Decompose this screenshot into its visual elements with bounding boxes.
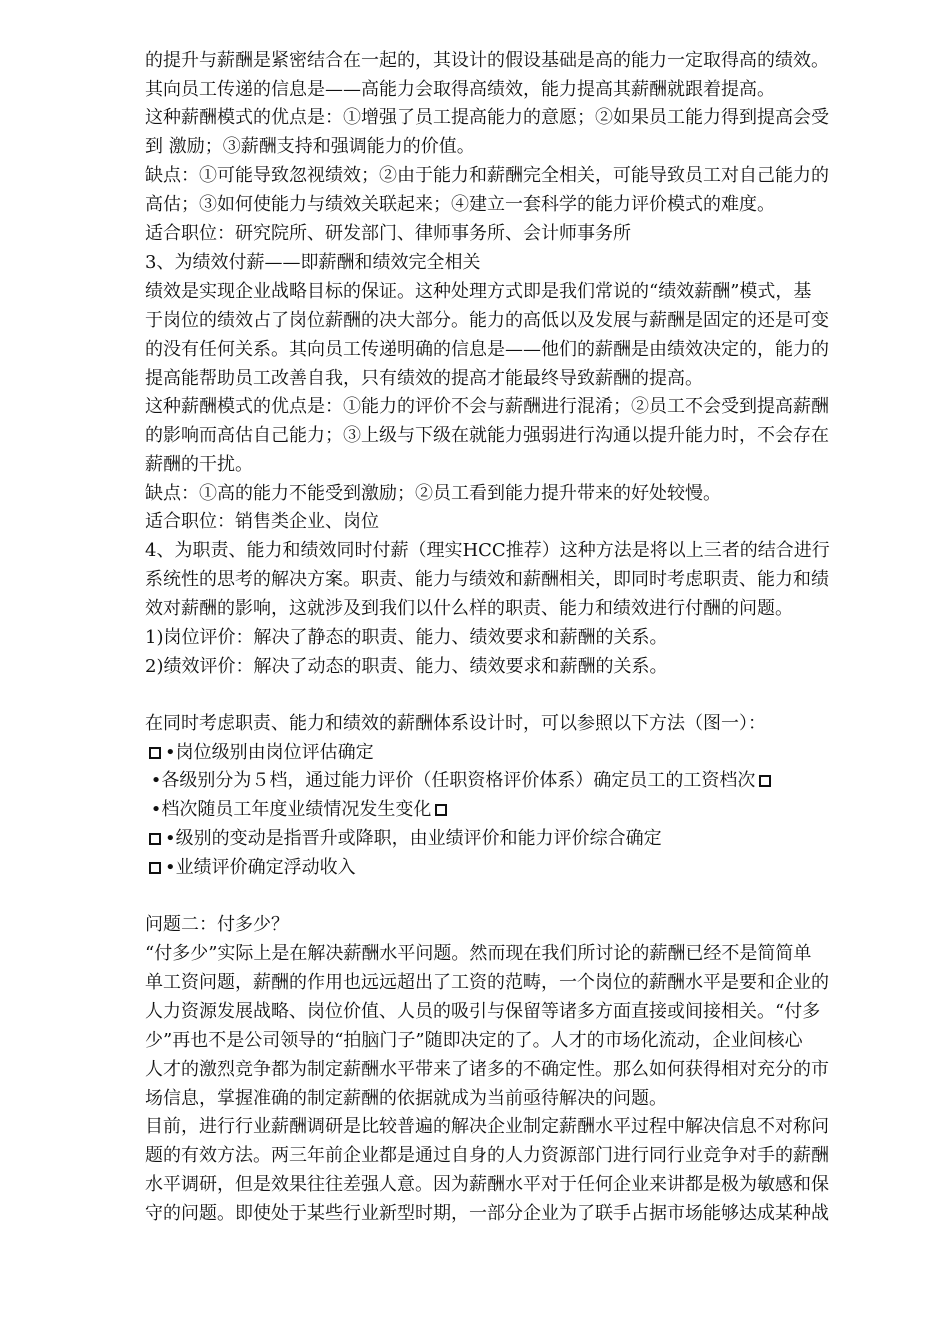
checkbox-icon: [435, 804, 447, 816]
paragraph-line: 高估；③如何使能力与绩效关联起来；④建立一套科学的能力评价模式的难度。: [145, 194, 775, 215]
paragraph-line: 缺点：①可能导致忽视绩效；②由于能力和薪酬完全相关，可能导致员工对自己能力的: [145, 165, 829, 186]
checkbox-icon: [759, 775, 771, 787]
bullet-item: •级别的变动是指晋升或降职，由业绩评价和能力评价综合确定: [145, 826, 662, 852]
paragraph-line: 适合职位：销售类企业、岗位: [145, 511, 379, 532]
section-heading: 4、为职责、能力和绩效同时付薪（理实HCC推荐）这种方法是将以上三者的结合进行: [145, 540, 830, 561]
paragraph-line: 场信息，掌握准确的制定薪酬的依据就成为当前亟待解决的问题。: [145, 1088, 667, 1109]
paragraph-line: 的影响而高估自己能力；③上级与下级在就能力强弱进行沟通以提升能力时，不会存在: [145, 425, 829, 446]
checkbox-icon: [149, 862, 161, 874]
paragraph-line: “付多少”实际上是在解决薪酬水平问题。然而现在我们所讨论的薪酬已经不是简简单: [145, 943, 812, 964]
paragraph-line: 适合职位：研究院所、研发部门、律师事务所、会计师事务所: [145, 223, 631, 244]
section-heading: 问题二：付多少？: [145, 914, 289, 935]
paragraph-line: 少”再也不是公司领导的“拍脑门子”随即决定的了。人才的市场化流动，企业间核心: [145, 1030, 803, 1051]
bullet-item: •业绩评价确定浮动收入: [145, 855, 356, 881]
paragraph-line: 人才的激烈竞争都为制定薪酬水平带来了诸多的不确定性。那么如何获得相对充分的市: [145, 1059, 829, 1080]
paragraph-line: 目前，进行行业薪酬调研是比较普遍的解决企业制定薪酬水平过程中解决信息不对称问: [145, 1116, 829, 1137]
paragraph-line: 这种薪酬模式的优点是：①增强了员工提高能力的意愿；②如果员工能力得到提高会受: [145, 107, 829, 128]
paragraph-line: 1)岗位评价：解决了静态的职责、能力、绩效要求和薪酬的关系。: [145, 627, 668, 648]
paragraph-line: 题的有效方法。两三年前企业都是通过自身的人力资源部门进行同行业竞争对手的薪酬: [145, 1145, 829, 1166]
bullet-item: •岗位级别由岗位评估确定: [145, 740, 374, 766]
paragraph-line: 的提升与薪酬是紧密结合在一起的，其设计的假设基础是高的能力一定取得高的绩效。: [145, 50, 829, 71]
paragraph-line: 这种薪酬模式的优点是：①能力的评价不会与薪酬进行混淆；②员工不会受到提高薪酬: [145, 396, 829, 417]
paragraph-line: 于岗位的绩效占了岗位薪酬的决大部分。能力的高低以及发展与薪酬是固定的还是可变: [145, 310, 829, 331]
paragraph-line: 水平调研，但是效果往往差强人意。因为薪酬水平对于任何企业来讲都是极为敏感和保: [145, 1174, 829, 1195]
paragraph-line: 提高能帮助员工改善自我，只有绩效的提高才能最终导致薪酬的提高。: [145, 368, 703, 389]
checkbox-icon: [149, 747, 161, 759]
paragraph-line: 在同时考虑职责、能力和绩效的薪酬体系设计时，可以参照以下方法（图一）：: [145, 713, 766, 734]
paragraph-line: 到 激励；③薪酬支持和强调能力的价值。: [145, 136, 475, 157]
paragraph-line: 其向员工传递的信息是——高能力会取得高绩效，能力提高其薪酬就跟着提高。: [145, 79, 775, 100]
paragraph-line: 人力资源发展战略、岗位价值、人员的吸引与保留等诸多方面直接或间接相关。“付多: [145, 1001, 821, 1022]
checkbox-icon: [149, 833, 161, 845]
paragraph-line: 的没有任何关系。其向员工传递明确的信息是——他们的薪酬是由绩效决定的，能力的: [145, 339, 829, 360]
bullet-item: •各级别分为５档，通过能力评价（任职资格评价体系）确定员工的工资档次: [145, 768, 775, 794]
paragraph-line: 缺点：①高的能力不能受到激励；②员工看到能力提升带来的好处较慢。: [145, 483, 721, 504]
paragraph-line: 绩效是实现企业战略目标的保证。这种处理方式即是我们常说的“绩效薪酬”模式，基: [145, 281, 812, 302]
bullet-item: •档次随员工年度业绩情况发生变化: [145, 797, 451, 823]
section-heading: 3、为绩效付薪——即薪酬和绩效完全相关: [145, 252, 481, 273]
paragraph-line: 系统性的思考的解决方案。职责、能力与绩效和薪酬相关，即同时考虑职责、能力和绩: [145, 569, 829, 590]
paragraph-line: 效对薪酬的影响，这就涉及到我们以什么样的职责、能力和绩效进行付酬的问题。: [145, 598, 793, 619]
paragraph-line: 2)绩效评价：解决了动态的职责、能力、绩效要求和薪酬的关系。: [145, 656, 668, 677]
paragraph-line: 守的问题。即使处于某些行业新型时期，一部分企业为了联手占据市场能够达成某种战: [145, 1203, 829, 1224]
paragraph-line: 薪酬的干扰。: [145, 454, 253, 475]
paragraph-line: 单工资问题，薪酬的作用也远远超出了工资的范畴，一个岗位的薪酬水平是要和企业的: [145, 972, 829, 993]
